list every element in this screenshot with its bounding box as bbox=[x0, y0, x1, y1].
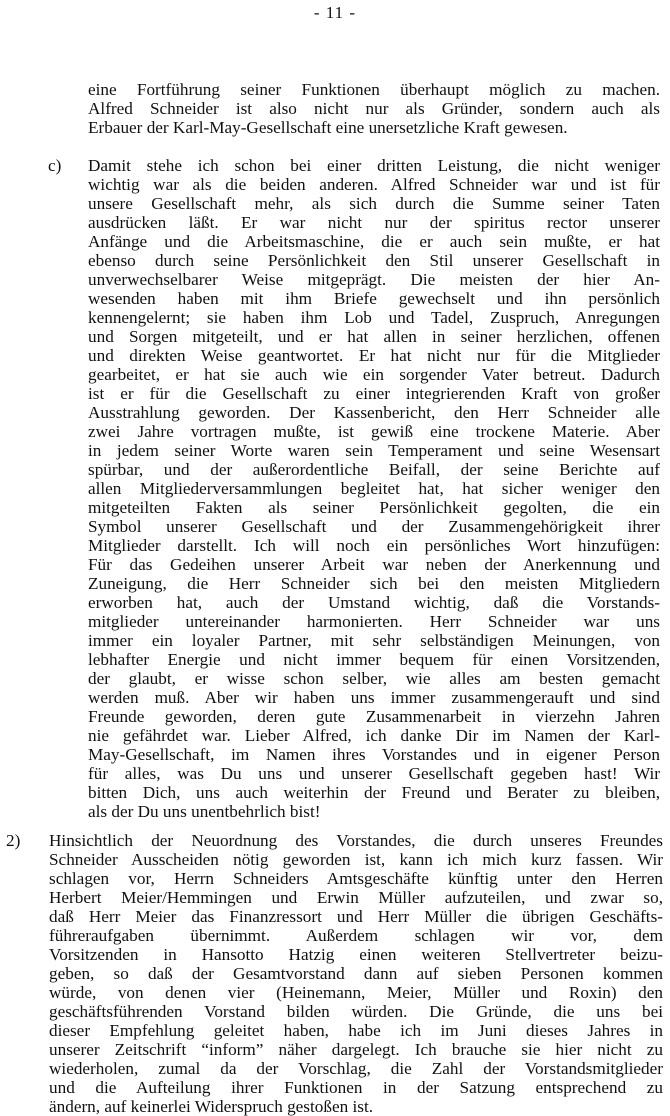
text-line: spürbar, und der außerordentliche Beifall, der seine Berichte auf bbox=[88, 460, 660, 479]
text-line: dieser Empfehlung geleitet haben, habe ich im Juni dieses Jahres in bbox=[49, 1021, 663, 1040]
text-line: allen Mitgliederversammlungen begleitet hat, hat sicher weniger den bbox=[88, 479, 660, 498]
text-line: Freunde geworden, deren gute Zusammenarbeit in vierzehn Jahren bbox=[88, 707, 660, 726]
text-line: geschäftsführenden Vorstand bilden würden. Die Gründe, die uns bei bbox=[49, 1002, 663, 1021]
list-marker-c: c) bbox=[48, 156, 62, 175]
page-number: - 11 - bbox=[313, 3, 357, 22]
text-line: wichtig war als die beiden anderen. Alfred Schneider war und ist für bbox=[88, 175, 660, 194]
text-line: ändern, auf keinerlei Widerspruch gestoßen ist. bbox=[49, 1097, 374, 1116]
text-line: erworben hat, auch der Umstand wichtig, daß die Vorstands- bbox=[88, 593, 660, 612]
text-line: in jedem seiner Worte waren sein Temperament und seine Wesensart bbox=[88, 441, 660, 460]
text-line: immer ein loyaler Partner, mit sehr selbständigen Meinungen, von bbox=[88, 631, 660, 650]
text-line: Schneider Ausscheiden nötig geworden ist, kann ich mich kurz fassen. Wir bbox=[49, 850, 663, 869]
text-line: als der Du uns unentbehrlich bist! bbox=[88, 802, 321, 821]
text-line: Herbert Meier/Hemmingen und Erwin Müller aufzuteilen, und zwar so, bbox=[49, 888, 663, 907]
text-line: zwei Jahre vortragen mußte, ist gewiß eine trockene Materie. Aber bbox=[88, 422, 660, 441]
text-line: wesenden haben mit ihm Briefe gewechselt und ihn persönlich bbox=[88, 289, 660, 308]
text-line: Vorsitzenden in Hansotto Hatzig einen weiteren Stellvertreter beizu- bbox=[49, 945, 663, 964]
text-line: mitgeteilten Fakten als seiner Persönlichkeit gegolten, die ein bbox=[88, 498, 660, 517]
text-line: gearbeitet, er hat sie auch wie ein sorgender Vater betreut. Dadurch bbox=[88, 365, 660, 384]
text-line: Anfänge und die Arbeitsmaschine, die er auch sein mußte, er hat bbox=[88, 232, 660, 251]
text-line: geben, so daß der Gesamtvorstand dann auf sieben Personen kommen bbox=[49, 964, 663, 983]
text-line: für alles, was Du uns und unserer Gesellschaft gegeben hast! Wir bbox=[88, 764, 660, 783]
text-line: Erbauer der Karl-May-Gesellschaft eine unersetzliche Kraft gewesen. bbox=[88, 118, 568, 137]
text-line: daß Herr Meier das Finanzressort und Herr Müller die übrigen Geschäfts- bbox=[49, 907, 663, 926]
text-line: und direkten Weise geantwortet. Er hat nicht nur für die Mitglieder bbox=[88, 346, 660, 365]
text-line: wiederholen, zumal da der Vorschlag, die Zahl der Vorstandsmitglieder bbox=[49, 1059, 663, 1078]
text-line: nie gefährdet war. Lieber Alfred, ich danke Dir im Namen der Karl- bbox=[88, 726, 660, 745]
text-line: Hinsichtlich der Neuordnung des Vorstandes, die durch unseres Freundes bbox=[49, 831, 663, 850]
text-line: Damit stehe ich schon bei einer dritten Leistung, die nicht weniger bbox=[88, 156, 660, 175]
text-line: May-Gesellschaft, im Namen ihres Vorstandes und in eigener Person bbox=[88, 745, 660, 764]
text-line: der glaubt, er wisse schon selber, wie alles am besten gemacht bbox=[88, 669, 660, 688]
text-line: Ausstrahlung geworden. Der Kassenbericht, den Herr Schneider alle bbox=[88, 403, 660, 422]
text-line: kennengelernt; sie haben ihm Lob und Tadel, Zuspruch, Anregungen bbox=[88, 308, 660, 327]
text-line: ausdrücken läßt. Er war nicht nur der spiritus rector unserer bbox=[88, 213, 660, 232]
text-line: Alfred Schneider ist also nicht nur als Gründer, sondern auch als bbox=[88, 99, 660, 118]
text-line: und Sorgen mitgeteilt, und er hat allen in seiner herzlichen, offenen bbox=[88, 327, 660, 346]
text-line: unsere Gesellschaft mehr, als sich durch die Summe seiner Taten bbox=[88, 194, 660, 213]
text-line: würde, von denen vier (Heinemann, Meier, Müller und Roxin) den bbox=[49, 983, 663, 1002]
text-line: bitten Dich, uns auch weiterhin der Freund und Berater zu bleiben, bbox=[88, 783, 660, 802]
text-line: unserer Zeitschrift “inform” näher dargelegt. Ich brauche sie hier nicht zu bbox=[49, 1040, 663, 1059]
text-line: Für das Gedeihen unserer Arbeit war neben der Anerkennung und bbox=[88, 555, 660, 574]
text-line: ebenso durch seine Persönlichkeit den Stil unserer Gesellschaft in bbox=[88, 251, 660, 270]
list-marker-2: 2) bbox=[6, 831, 21, 850]
text-line: eine Fortführung seiner Funktionen überhaupt möglich zu machen. bbox=[88, 80, 660, 99]
text-line: schlagen vor, Herrn Schneiders Amtsgeschäfte künftig unter den Herren bbox=[49, 869, 663, 888]
text-line: mitglieder untereinander harmonierten. Herr Schneider war uns bbox=[88, 612, 660, 631]
text-line: lebhafter Energie und nicht immer bequem für einen Vorsitzenden, bbox=[88, 650, 660, 669]
text-line: und die Aufteilung ihrer Funktionen in der Satzung entsprechend zu bbox=[49, 1078, 663, 1097]
text-line: werden muß. Aber wir haben uns immer zusammengerauft und sind bbox=[88, 688, 660, 707]
text-line: unverwechselbarer Weise mitgeprägt. Die meisten der hier An- bbox=[88, 270, 660, 289]
text-line: führeraufgaben übernimmt. Außerdem schlagen wir vor, dem bbox=[49, 926, 663, 945]
text-line: Mitglieder darstellt. Ich will noch ein persönliches Wort hinzufügen: bbox=[88, 536, 660, 555]
text-line: Zuneigung, die Herr Schneider sich bei den meisten Mitgliedern bbox=[88, 574, 660, 593]
text-line: ist er für die Gesellschaft zu einer integrierenden Kraft von großer bbox=[88, 384, 660, 403]
text-line: Symbol unserer Gesellschaft und der Zusammengehörigkeit ihrer bbox=[88, 517, 660, 536]
